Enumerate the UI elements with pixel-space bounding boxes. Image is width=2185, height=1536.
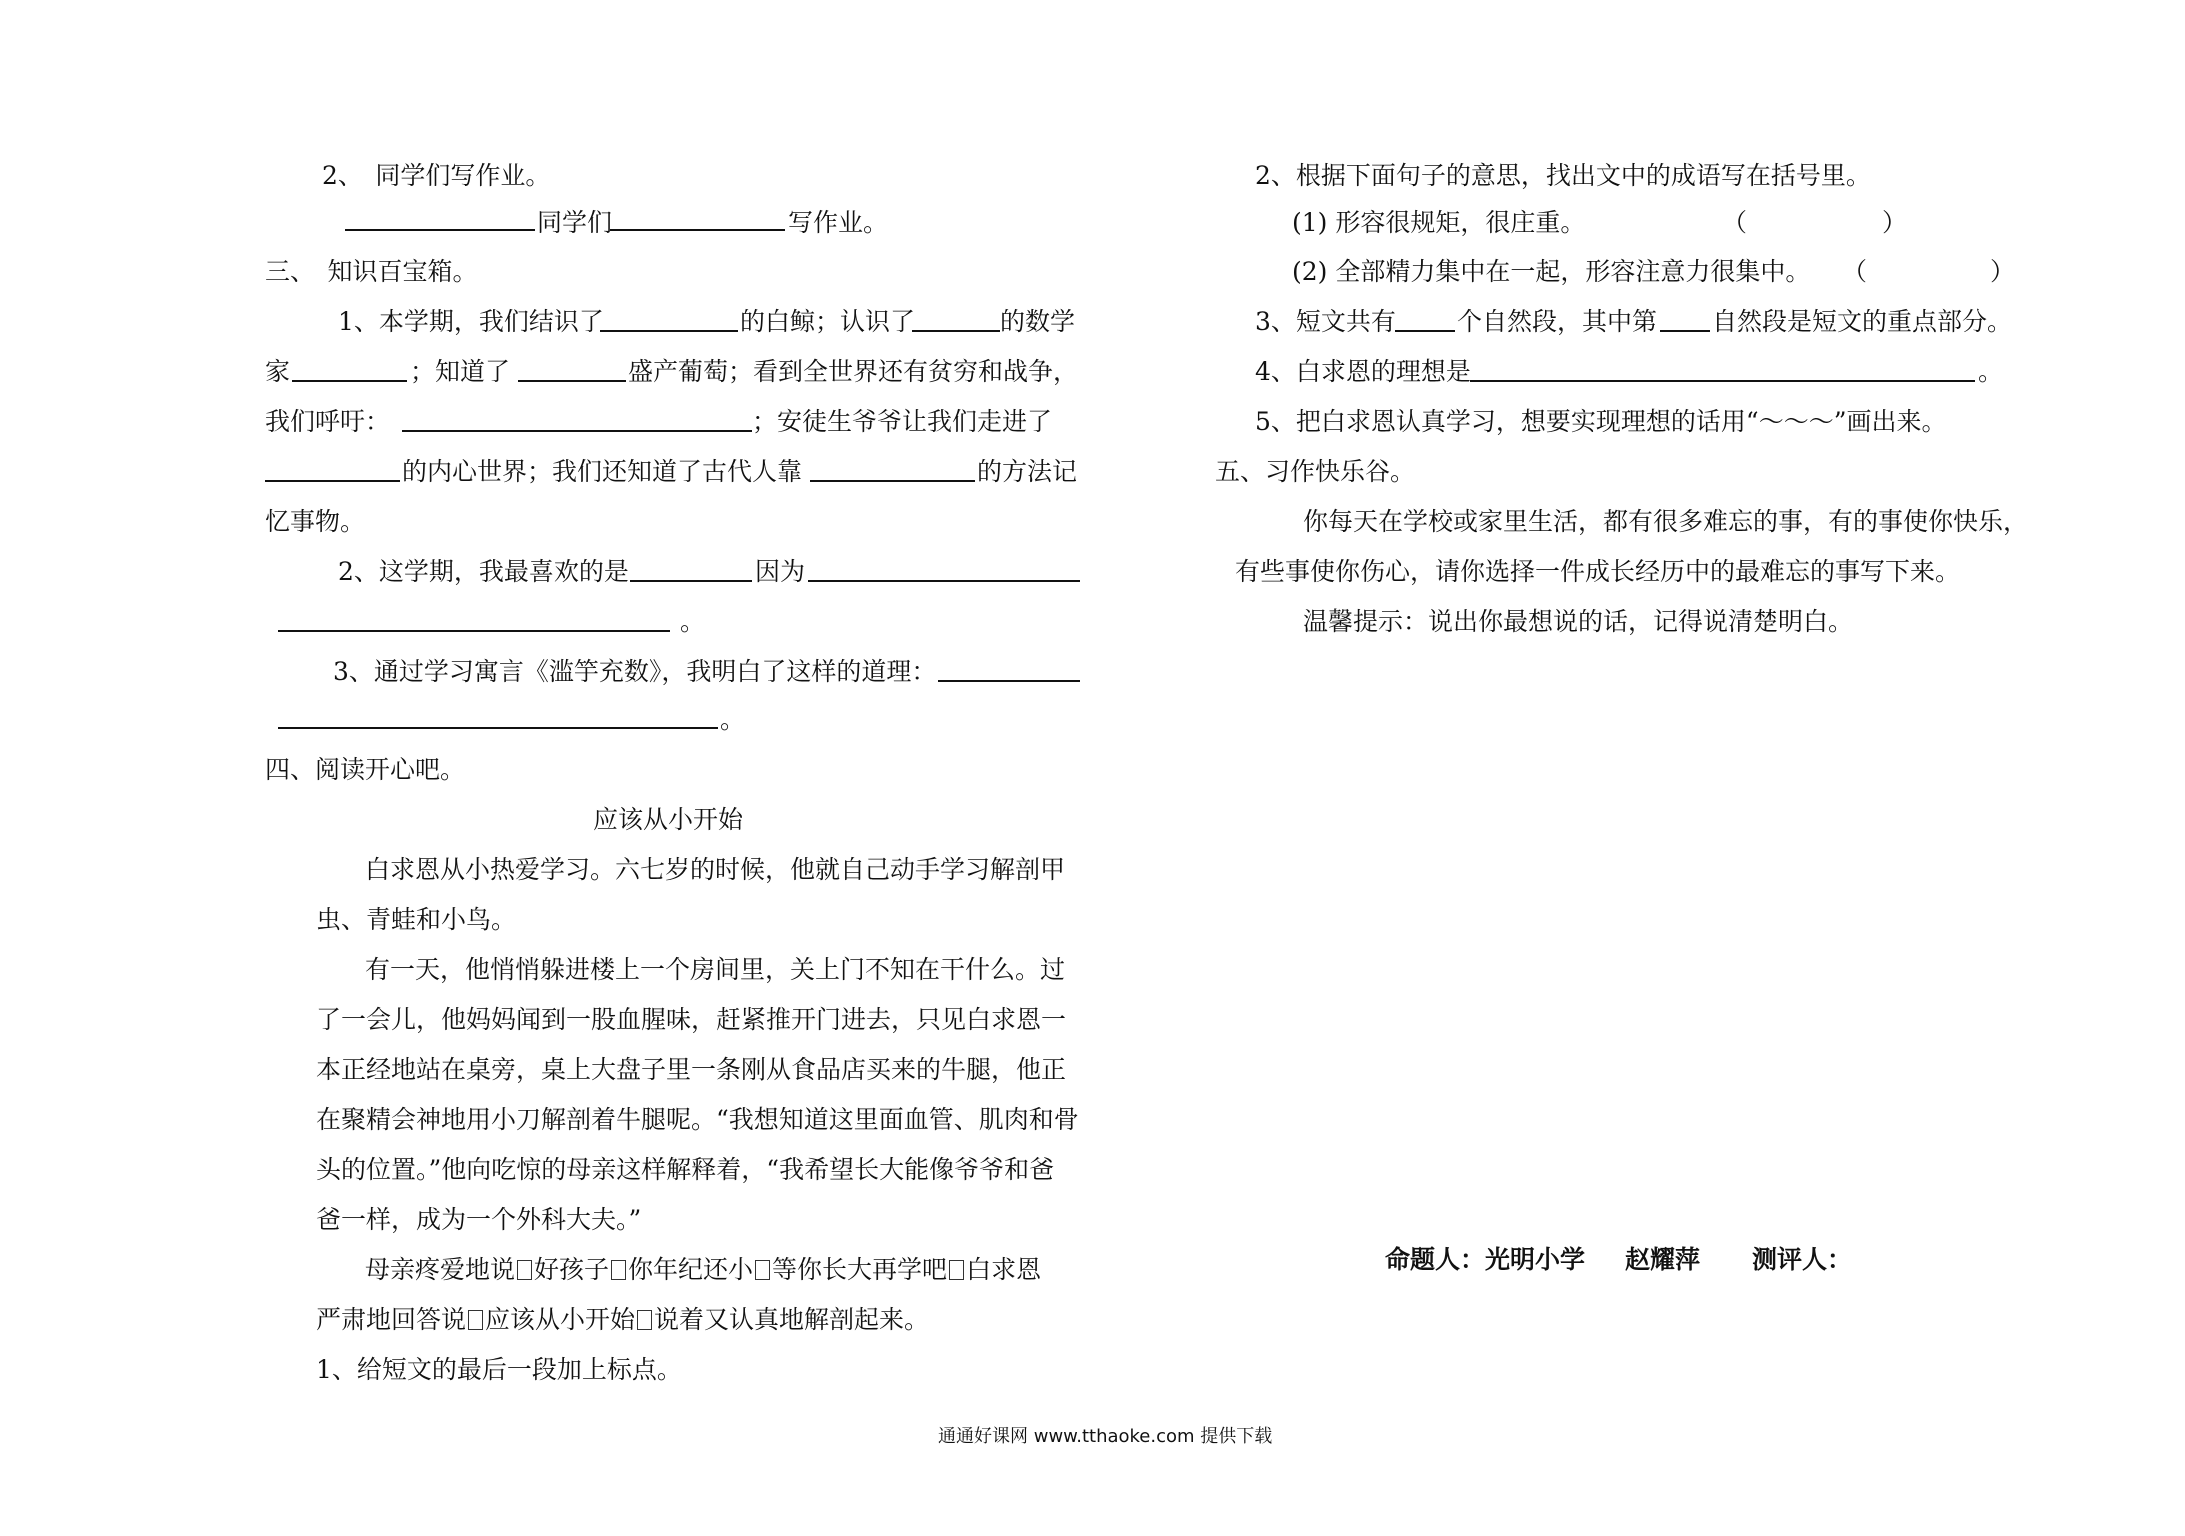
section5-heading: 五、习作快乐谷。 bbox=[1215, 457, 1416, 486]
blank-line[interactable] bbox=[938, 680, 1080, 682]
text: 你年纪还小 bbox=[628, 1255, 754, 1284]
blank-line[interactable] bbox=[600, 330, 738, 332]
blank-line[interactable] bbox=[345, 229, 535, 231]
text: 同学们 bbox=[537, 208, 613, 237]
text: 4、白求恩的理想是 bbox=[1255, 357, 1471, 386]
blank-line[interactable] bbox=[278, 727, 718, 729]
footer-text: 通通好课网 www.tthaoke.com 提供下载 bbox=[938, 1426, 1273, 1447]
text: 写作业。 bbox=[788, 208, 889, 237]
blank-line[interactable] bbox=[630, 580, 752, 582]
story-line: 虫、青蛙和小鸟。 bbox=[316, 905, 517, 934]
text: ；安徒生爷爷让我们走进了 bbox=[752, 407, 1053, 436]
credit-name: 赵耀萍 bbox=[1625, 1245, 1701, 1274]
blank-line[interactable] bbox=[402, 430, 752, 432]
text: 3、通过学习寓言《滥竽充数》，我明白了这样的道理： bbox=[333, 657, 937, 686]
text: 自然段是短文的重点部分。 bbox=[1712, 307, 2013, 336]
punctuation-box[interactable] bbox=[517, 1260, 532, 1280]
question-1: 1、给短文的最后一段加上标点。 bbox=[316, 1355, 682, 1384]
text: 3、短文共有 bbox=[1255, 307, 1396, 336]
text: 。 bbox=[680, 607, 706, 636]
paren-close: ） bbox=[1990, 257, 2016, 286]
blank-line[interactable] bbox=[610, 229, 785, 231]
punctuation-box[interactable] bbox=[755, 1260, 770, 1280]
story-title: 应该从小开始 bbox=[593, 805, 744, 834]
punctuation-box[interactable] bbox=[637, 1310, 652, 1330]
text: 我们呼吁： bbox=[265, 407, 391, 436]
text: 白求恩 bbox=[966, 1255, 1042, 1284]
story-line: 爸一样，成为一个外科大夫。” bbox=[316, 1205, 642, 1234]
blank-line[interactable] bbox=[292, 380, 407, 382]
question-2-2: (2) 全部精力集中在一起，形容注意力很集中。 bbox=[1292, 257, 1811, 286]
text: 。 bbox=[1978, 357, 2004, 386]
story-line: 在聚精会神地用小刀解剖着牛腿呢。“我想知道这里面血管、肌肉和骨 bbox=[316, 1105, 1079, 1134]
story-line-punctuation bbox=[365, 1253, 1041, 1287]
text: 等你长大再学吧 bbox=[772, 1255, 948, 1284]
text: 的白鲸；认识了 bbox=[740, 307, 916, 336]
section4-heading: 四、阅读开心吧。 bbox=[265, 755, 466, 784]
blank-line[interactable] bbox=[1395, 330, 1455, 332]
writing-tip: 温馨提示：说出你最想说的话，记得说清楚明白。 bbox=[1303, 607, 1854, 636]
punctuation-box[interactable] bbox=[611, 1260, 626, 1280]
blank-line[interactable] bbox=[518, 380, 626, 382]
paren-open: （ bbox=[1842, 257, 1868, 286]
text: 的数学 bbox=[1000, 307, 1076, 336]
text: 。 bbox=[720, 705, 746, 734]
story-line: 有一天，他悄悄躲进楼上一个房间里，关上门不知在干什么。过 bbox=[365, 955, 1066, 984]
section2-item2: 2、 同学们写作业。 bbox=[322, 161, 551, 190]
text: 因为 bbox=[755, 557, 806, 586]
punctuation-box[interactable] bbox=[949, 1260, 964, 1280]
credit-author: 命题人：光明小学 bbox=[1385, 1245, 1586, 1274]
text: 母亲疼爱地说 bbox=[365, 1255, 516, 1284]
story-line: 头的位置。”他向吃惊的母亲这样解释着，“我希望长大能像爷爷和爸 bbox=[316, 1155, 1055, 1184]
text: 1、本学期，我们结识了 bbox=[338, 307, 604, 336]
text: 严肃地回答说 bbox=[316, 1305, 467, 1334]
paren-open: （ bbox=[1722, 208, 1748, 237]
text: 的方法记 bbox=[977, 457, 1078, 486]
text: 家 bbox=[265, 357, 291, 386]
question-5: 5、把白求恩认真学习，想要实现理想的话用“～～～”画出来。 bbox=[1255, 407, 1947, 436]
blank-line[interactable] bbox=[810, 480, 975, 482]
text: 个自然段，其中第 bbox=[1457, 307, 1658, 336]
text: 说着又认真地解剖起来。 bbox=[654, 1305, 930, 1334]
blank-line[interactable] bbox=[1660, 330, 1710, 332]
text: 2、这学期，我最喜欢的是 bbox=[338, 557, 629, 586]
question-2-1: (1) 形容很规矩，很庄重。 bbox=[1292, 208, 1586, 237]
blank-line[interactable] bbox=[265, 480, 400, 482]
text: 忆事物。 bbox=[265, 507, 366, 536]
punctuation-box[interactable] bbox=[468, 1310, 483, 1330]
text: 好孩子 bbox=[534, 1255, 610, 1284]
story-line: 本正经地站在桌旁，桌上大盘子里一条刚从食品店买来的牛腿，他正 bbox=[316, 1055, 1067, 1084]
story-line: 了一会儿，他妈妈闻到一股血腥味，赶紧推开门进去，只见白求恩一 bbox=[316, 1005, 1067, 1034]
blank-line[interactable] bbox=[912, 330, 1000, 332]
question-2: 2、根据下面句子的意思，找出文中的成语写在括号里。 bbox=[1255, 161, 1871, 190]
blank-line[interactable] bbox=[1470, 380, 1975, 382]
blank-line[interactable] bbox=[278, 630, 670, 632]
writing-prompt: 有些事使你伤心，请你选择一件成长经历中的最难忘的事写下来。 bbox=[1235, 557, 1961, 586]
story-line-punctuation bbox=[316, 1303, 929, 1337]
text: 的内心世界；我们还知道了古代人靠 bbox=[402, 457, 803, 486]
paren-close: ） bbox=[1882, 208, 1908, 237]
text: 盛产葡萄；看到全世界还有贫穷和战争， bbox=[628, 357, 1079, 386]
credit-reviewer: 测评人： bbox=[1752, 1245, 1853, 1274]
text: 应该从小开始 bbox=[485, 1305, 636, 1334]
story-line: 白求恩从小热爱学习。六七岁的时候，他就自己动手学习解剖甲 bbox=[365, 855, 1066, 884]
writing-prompt: 你每天在学校或家里生活，都有很多难忘的事，有的事使你快乐， bbox=[1303, 507, 2029, 536]
section3-heading: 三、 知识百宝箱。 bbox=[265, 257, 478, 286]
text: ；知道了 bbox=[410, 357, 511, 386]
blank-line[interactable] bbox=[808, 580, 1080, 582]
